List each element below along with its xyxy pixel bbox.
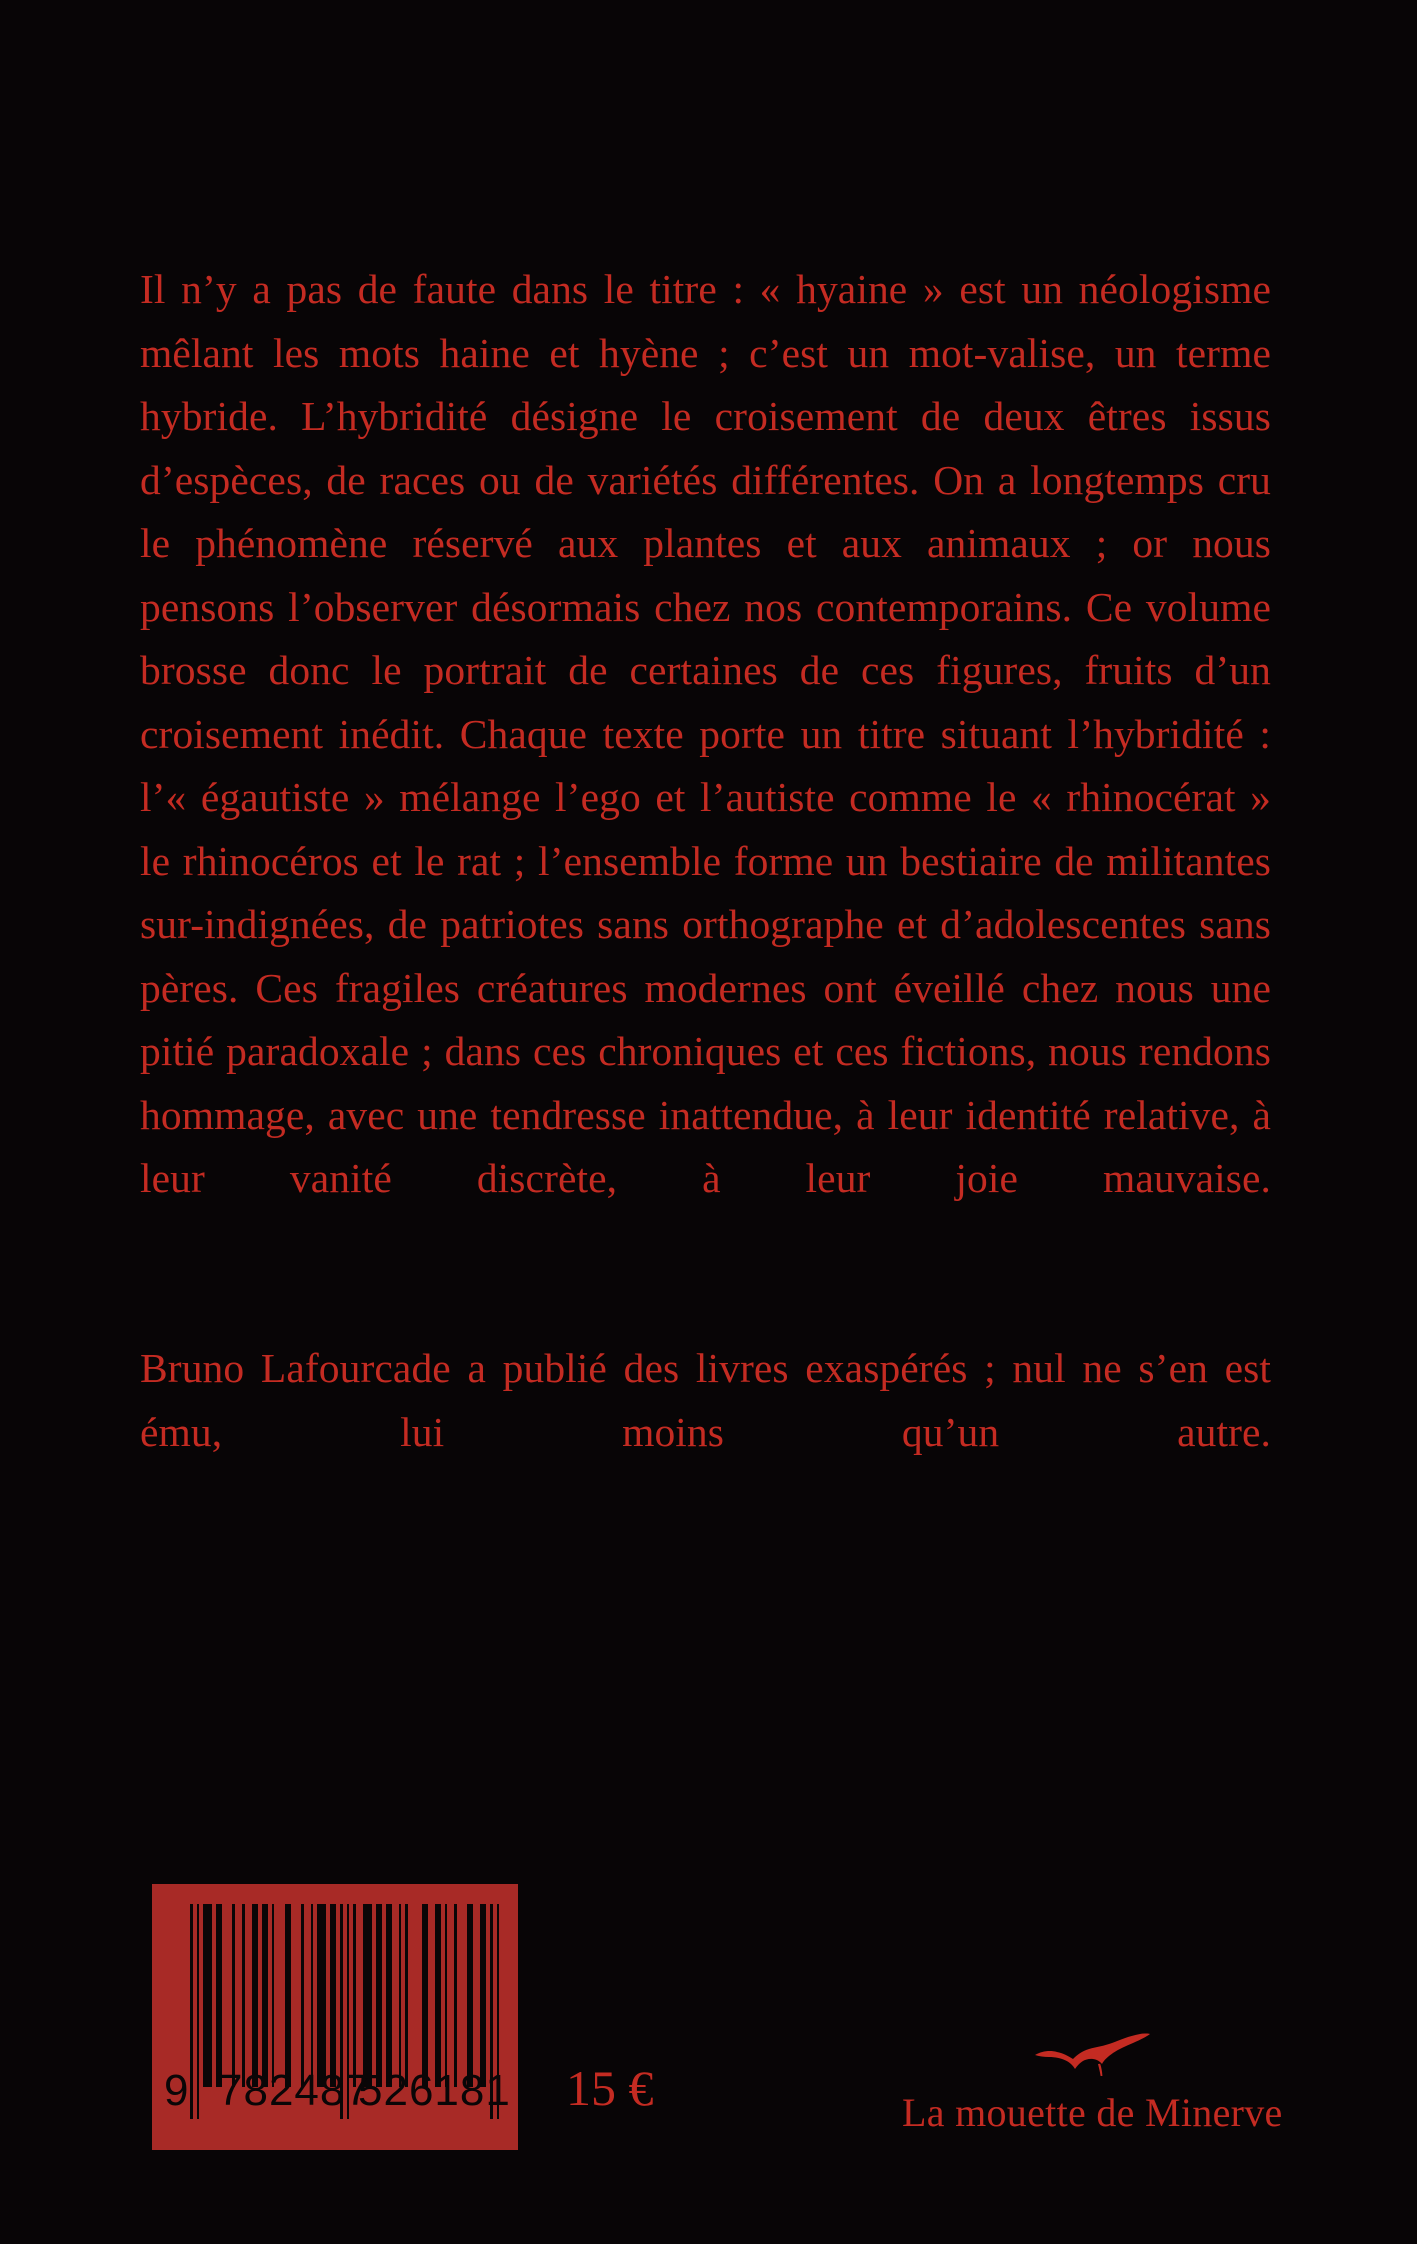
barcode-bar <box>252 1904 258 2087</box>
barcode-digits <box>162 2066 511 2116</box>
blurb-paragraph-main: Il n’y a pas de faute dans le titre : « hyaine » est un néologisme mêlant les mots haine et hyène ; c’est un mot-valise, un terme hybride. L’hybridité désigne le croisement de deux êtres issus d’espèces, de races ou de variétés différentes. On a longtemps cru le phénomène réservé aux plantes et aux animaux ; or nous pensons l’observer désormais chez nos contemporains. Ce volume brosse donc le portrait de certaines de ces figures, fruits d’un croisement inédit. Chaque texte porte un titre situant l’hybridité : l’« égautiste » mélange l’ego et l’autiste comme le « rhinocérat » le rhinocéros et le rat ; l’ensemble forme un bestiaire de militantes sur-indignées, de patriotes sans orthographe et d’adolescentes sans pères. Ces fragiles créatures modernes ont éveillé chez nous une pitié paradoxale ; dans ces chroniques et ces fictions, nous rendons hommage, avec une tendresse inattendue, à leur identité relative, à leur vanité discrète, à leur joie mauvaise. <box>140 266 1271 1201</box>
barcode-bar <box>311 1904 314 2087</box>
barcode-bar <box>353 1904 356 2087</box>
barcode-bar <box>317 1904 326 2087</box>
barcode-bar <box>242 1904 245 2087</box>
barcode-bar <box>376 1904 382 2087</box>
barcode-bar <box>399 1904 402 2087</box>
barcode-bar <box>445 1904 448 2087</box>
cover-footer <box>0 1870 1417 2244</box>
publisher-logo-block <box>902 2028 1282 2136</box>
isbn-barcode <box>152 1884 518 2150</box>
seagull-icon <box>1032 2028 1152 2084</box>
barcode-bar <box>272 1904 275 2087</box>
barcode-bar <box>301 1904 304 2087</box>
barcode-bar <box>405 1904 408 2087</box>
barcode-bar <box>480 1904 486 2087</box>
barcode-bar <box>203 1904 212 2087</box>
barcode-bar <box>422 1904 428 2087</box>
isbn-left-group: 782487 <box>218 2066 371 2115</box>
isbn-right-group: 526181 <box>358 2066 511 2115</box>
barcode-bar <box>232 1904 235 2087</box>
barcode-bar <box>467 1904 473 2087</box>
blurb-paragraph-author-note: Bruno Lafourcade a publié des livres exaspérés ; nul ne s’en est ému, lui moins qu’un autre. <box>140 1345 1271 1455</box>
barcode-bar <box>216 1904 222 2087</box>
barcode-bar <box>363 1904 372 2087</box>
barcode-bar <box>262 1904 268 2087</box>
isbn-lead-digit: 9 <box>164 2066 190 2115</box>
price-label: 15 € <box>566 2060 654 2116</box>
blurb-text-block <box>140 258 1271 1528</box>
barcode-bar <box>435 1904 441 2087</box>
barcode-bar <box>330 1904 336 2087</box>
barcode-bar <box>386 1904 392 2087</box>
barcode-bar <box>285 1904 291 2087</box>
barcode-bar <box>454 1904 457 2087</box>
publisher-name: La mouette de Minerve <box>902 2090 1283 2135</box>
